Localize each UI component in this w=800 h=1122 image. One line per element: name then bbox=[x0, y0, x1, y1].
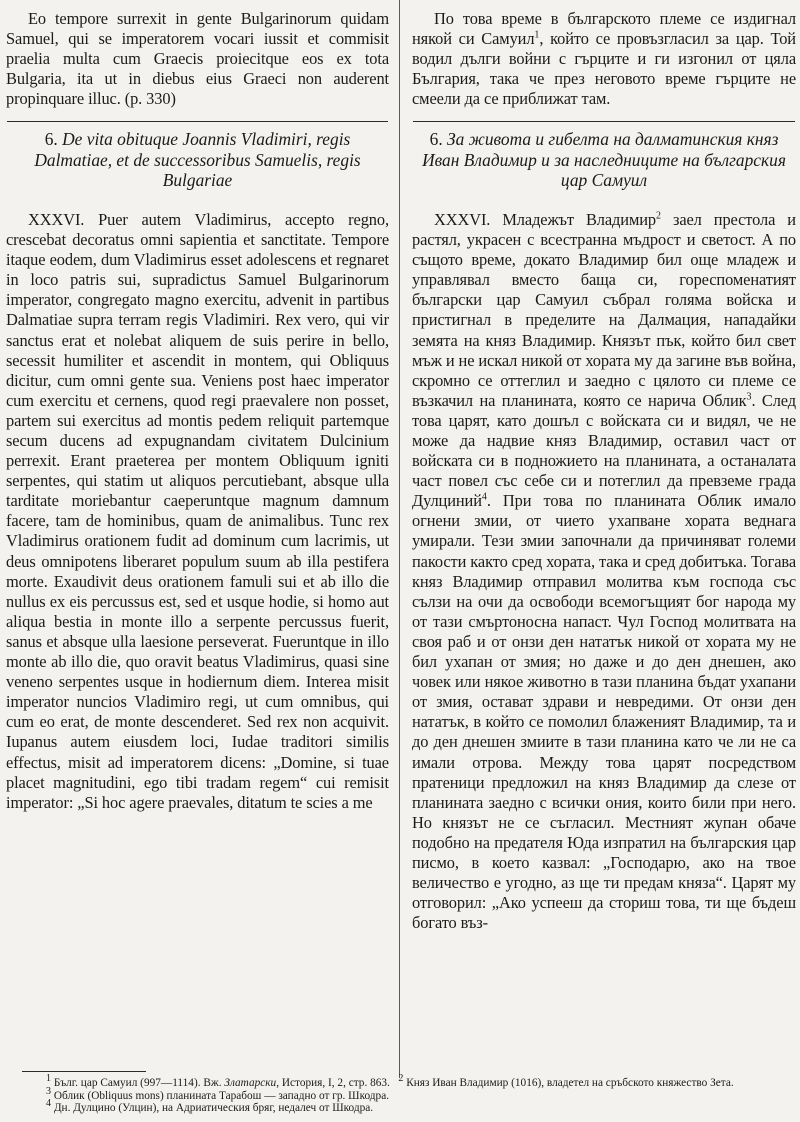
latin-body: XXXVI. Puer autem Vladimirus, accepto regno, crescebat decoratus omni sapientia et sanctitate. Tempore itaque eodem, dum Vladimirus esset adolescens et regnaret in loco patris sui, supradictus Samuel Bulgarinorum imperator, congregato magno exercitu, advenit in partibus Dalmatiae supra terram regis Vladimiri. Rex vero, qui vir sanctus erat et nolebat aliquem de suis perire in bello, secessit humiliter et ascendit in montem, qui Obliquus dicitur, cum omni gente sua. Veniens post haec imperator cum exercitu et cernens, quod regi praevalere non posset, partem sui exercitus ad montis pedem reliquit partemque secum ducens ad expugnandam civitatem Dulcinium perrexit. Erant praeterea per montem Obliquum igniti serpentes, qui statim ut aliquos percutiebant, absque ulla tarditate moriebantur caeperuntque magnum damnum facere, tam de hominibus, quam de animalibus. Tunc rex Vladimirus orationem fudit ad dominum cum lacrimis, ut deus omnipotens liberaret populum suum ab illa pestifera morte. Exaudivit deus orationem famuli sui et ab illo die nullus ex eis percussus est, sed et usque hodie, si homo aut aliqua bestia in monte illo a serpente percussus fuerit, sanus et absque ulla laesione perseverat. Fueruntque in illo monte ab illo die, quo oravit beatus Vladimirus, quasi sine veneno serpentes usque in hodiernum diem. Interea misit imperator nuncios Vladimiro regi, ut cum omnibus, qui cum eo erat, de monte descenderet. Sed rex non acquivit. Iupanus autem eiusdem loci, Iudae traditori similis effectus, misit ad imperatorem dicens: „Domine, si tuae placet magnitudini, ego tibi tradam regem“ cui remisit imperator: „Si hoc agere praevales, ditatum te scies a me bbox=[6, 209, 389, 812]
footnote-4-text: Дн. Дулцино (Улцин), на Адриатическия бряг, недалеч от Шкодра. bbox=[53, 1102, 374, 1115]
footnote-line-3 bbox=[0, 1098, 800, 1115]
footnote-1-text: Бълг. цар Самуил (997—1114). Вж. bbox=[53, 1077, 222, 1089]
latin-heading-number: 6. bbox=[44, 129, 58, 150]
footnote-2-number: 2 bbox=[398, 1073, 404, 1085]
bulgarian-body-part-2: заел престола и растял, украсен с всестранна мъдрост и светост. А по същото време, докато Владимир бил още младеж и управлявал вместо баща си, гореспоменатият български цар Самуил събрал голяма войска и пристигнал в пределите на Далмация, нападайки земята на княз Владимир. Князът пък, който бил свет мъж и не искал никой от хората му да загине във война, скромно се оттеглил и заедно с цялото си племе се възкачил на планината, която се нарича Облик bbox=[412, 209, 797, 410]
footnote-ref-3: 3 bbox=[746, 391, 752, 403]
bulgarian-body-part-3: . След това царят, като дошъл с войската си и видял, че не може да надвие княз Владимир, оставил част от войската си в подножието на планината, а останалата част повел със себе си и потеглил да превземе града Дулциний bbox=[412, 390, 796, 511]
bulgarian-intro-part-a: По това време в българското племе се издигнал някой си Самуил bbox=[412, 9, 796, 49]
latin-intro: Eo tempore surrexit in gente Bulgarinorum quidam Samuel, qui se imperatorem vocari iussit et commisit praelia multa cum Graecis proiecitque eos ex tota Bulgaria, ita ut in diebus eius Graeci non auderent propinquare illuc. (p. 330) bbox=[6, 9, 389, 109]
footnote-1-author: Златарски bbox=[224, 1077, 277, 1089]
bulgarian-intro bbox=[412, 9, 796, 109]
bulgarian-column bbox=[412, 0, 796, 933]
bulgarian-heading-number: 6. bbox=[429, 129, 443, 150]
footnote-1-number: 1 bbox=[46, 1073, 51, 1085]
bulgarian-heading-text: За живота и гибелта на далматинския княз Иван Владимир и за наследниците на българския цар Самуил bbox=[422, 129, 786, 191]
footnote-ref-2: 2 bbox=[656, 210, 661, 222]
bulgarian-body-part-1: XXXVI. Младежът Владимир bbox=[434, 209, 656, 229]
latin-column bbox=[6, 0, 389, 813]
bulgarian-intro-part-b: , който се провъзгласил за цар. Той водил дълги войни с гърците и ги изгонил от цяла България, така че през неговото време гърците не смеели да се приближат там. bbox=[412, 29, 796, 109]
footnote-4-number: 4 bbox=[46, 1098, 51, 1110]
bulgarian-body bbox=[412, 210, 796, 933]
latin-heading-text: De vita obituque Joannis Vladimiri, regis Dalmatiae, et de successoribus Samuelis, regis Bulgariae bbox=[34, 129, 361, 191]
footnote-ref-1: 1 bbox=[534, 29, 540, 41]
footnote-3-number: 3 bbox=[46, 1085, 51, 1097]
latin-heading bbox=[6, 129, 389, 191]
footnote-3-text: Облик (Obliquus mons) планината Тарабош — западно от гр. Шкодра. bbox=[53, 1089, 390, 1102]
footnote-rule bbox=[22, 1071, 146, 1072]
footnote-line-2 bbox=[0, 1085, 800, 1103]
footnote-line-1 bbox=[0, 1073, 800, 1090]
footnote-1-ref: , История, I, 2, стр. 863. bbox=[276, 1077, 390, 1089]
bulgarian-section-rule bbox=[413, 121, 795, 122]
bulgarian-body-part-4: . При това по планината Облик имало огнени змии, от чието ухапване хората веднага умирали. Тези змии започнали да причиняват големи пакости както сред хората, така и сред добитъка. Тогава княз Владимир отправил молитва към господа със сълзи на очи да освободи всемогъщият бог народа му от тази смъртоносна напаст. Чул Господ молитвата на своя раб и от онзи ден нататък никой от хората му не бил ухапан от змия; но даже и до ден днешен, ако човек или някое животно в тази планина бъдат ухапани от змия, остават здрави и невредими. От онзи ден нататък, в който се помолил блаженият Владимир, та и до ден днешен змиите в тази планина като че ли не са имали отрова. Между това царят посредством пратеници предложил на княз Владимир да слезе от планината заедно с всички ония, които били при него. Но князът не се съгласил. Местният жупан обаче подобно на предателя Юда изпратил на българския цар писмо, в което казвал: „Господарю, ако на твое величество е угодно, аз ще ти предам княза“. Царят му отговорил: „Ако успееш да сториш това, ти ще бъдеш богато въз- bbox=[412, 491, 796, 933]
bulgarian-heading bbox=[412, 129, 796, 191]
footnote-2-text: Княз Иван Владимир (1016), владетел на сръбското княжество Зета. bbox=[406, 1077, 734, 1089]
footnote-ref-4: 4 bbox=[481, 491, 487, 503]
latin-section-rule bbox=[7, 121, 388, 122]
column-divider bbox=[399, 0, 400, 1078]
footnotes bbox=[0, 1073, 800, 1115]
